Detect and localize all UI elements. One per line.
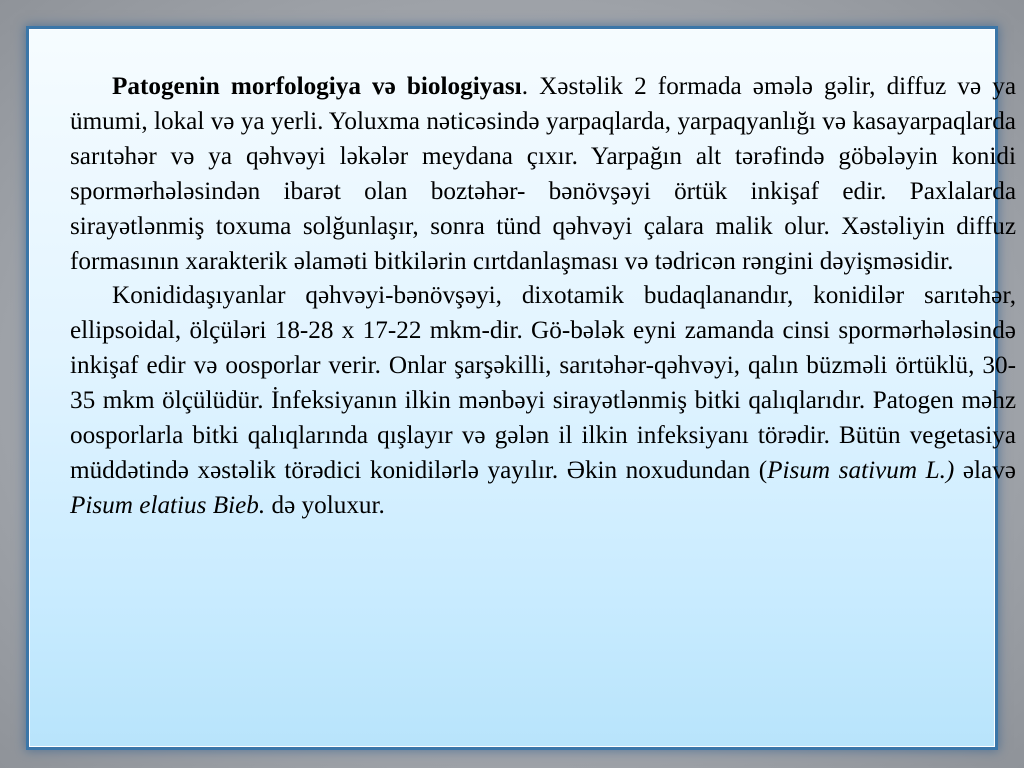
- slide-card: [29, 29, 1016, 747]
- slide-text-body: [70, 70, 1016, 524]
- paragraph-lead-heading: Patogenin morfologiya və biologiyası: [112, 73, 522, 100]
- paragraph-pathogen-morphology: [70, 70, 1016, 279]
- paragraph-text-after: də yoluxur.: [265, 491, 385, 519]
- paragraph-conidiophores: [70, 279, 1016, 523]
- paragraph-text: . Xəstəlik 2 formada əmələ gəlir, diffuz və ya ümumi, lokal və ya yerli. Yoluxma nəticəsində yarpaqlarda, yarpaqyanlığı və kasayarpaqlarda sarıtəhər və ya qəhvəyi ləkələr meydana çıxır. Yarpağın alt tərəfində göbələyin konidi spormərhələsindən ibarət olan boztəhər- bənövşəyi örtük inkişaf edir. Paxlalarda sirayətlənmiş toxuma solğunlaşır, sonra tünd qəhvəyi çalara malik olur. Xəstəliyin diffuz formasının xarakterik əlaməti bitkilərin cırtdanlaşması və tədricən rəngini dəyişməsidir.: [70, 73, 1016, 275]
- paragraph-text-before: Konididaşıyanlar qəhvəyi-bənövşəyi, dixotamik budaqlanandır, konidilər sarıtəhər, ellipsoidal, ölçüləri 18-28 x 17-22 mkm-dir. Gö-bələk eyni zamanda cinsi spormərhələsində inkişaf edir və oosporlar verir. Onlar şarşəkilli, sarıtəhər-qəhvəyi, qalın büzməli örtüklü, 30-35 mkm ölçülüdür. İnfeksiyanın ilkin mənbəyi sirayətlənmiş bitki qalıqlarıdır. Patogen məhz oosporlarla bitki qalıqlarında qışlayır və gələn il ilkin infeksiyanı törədir. Bütün vegetasiya müddətində xəstəlik törədici konidilərlə yayılır. Əkin noxudundan (: [70, 282, 1016, 484]
- species-name-pisum-sativum: Pisum sativum L.): [767, 456, 955, 484]
- species-name-pisum-elatius: Pisum elatius Bieb.: [70, 491, 266, 519]
- paragraph-text-middle: əlavə: [954, 456, 1016, 484]
